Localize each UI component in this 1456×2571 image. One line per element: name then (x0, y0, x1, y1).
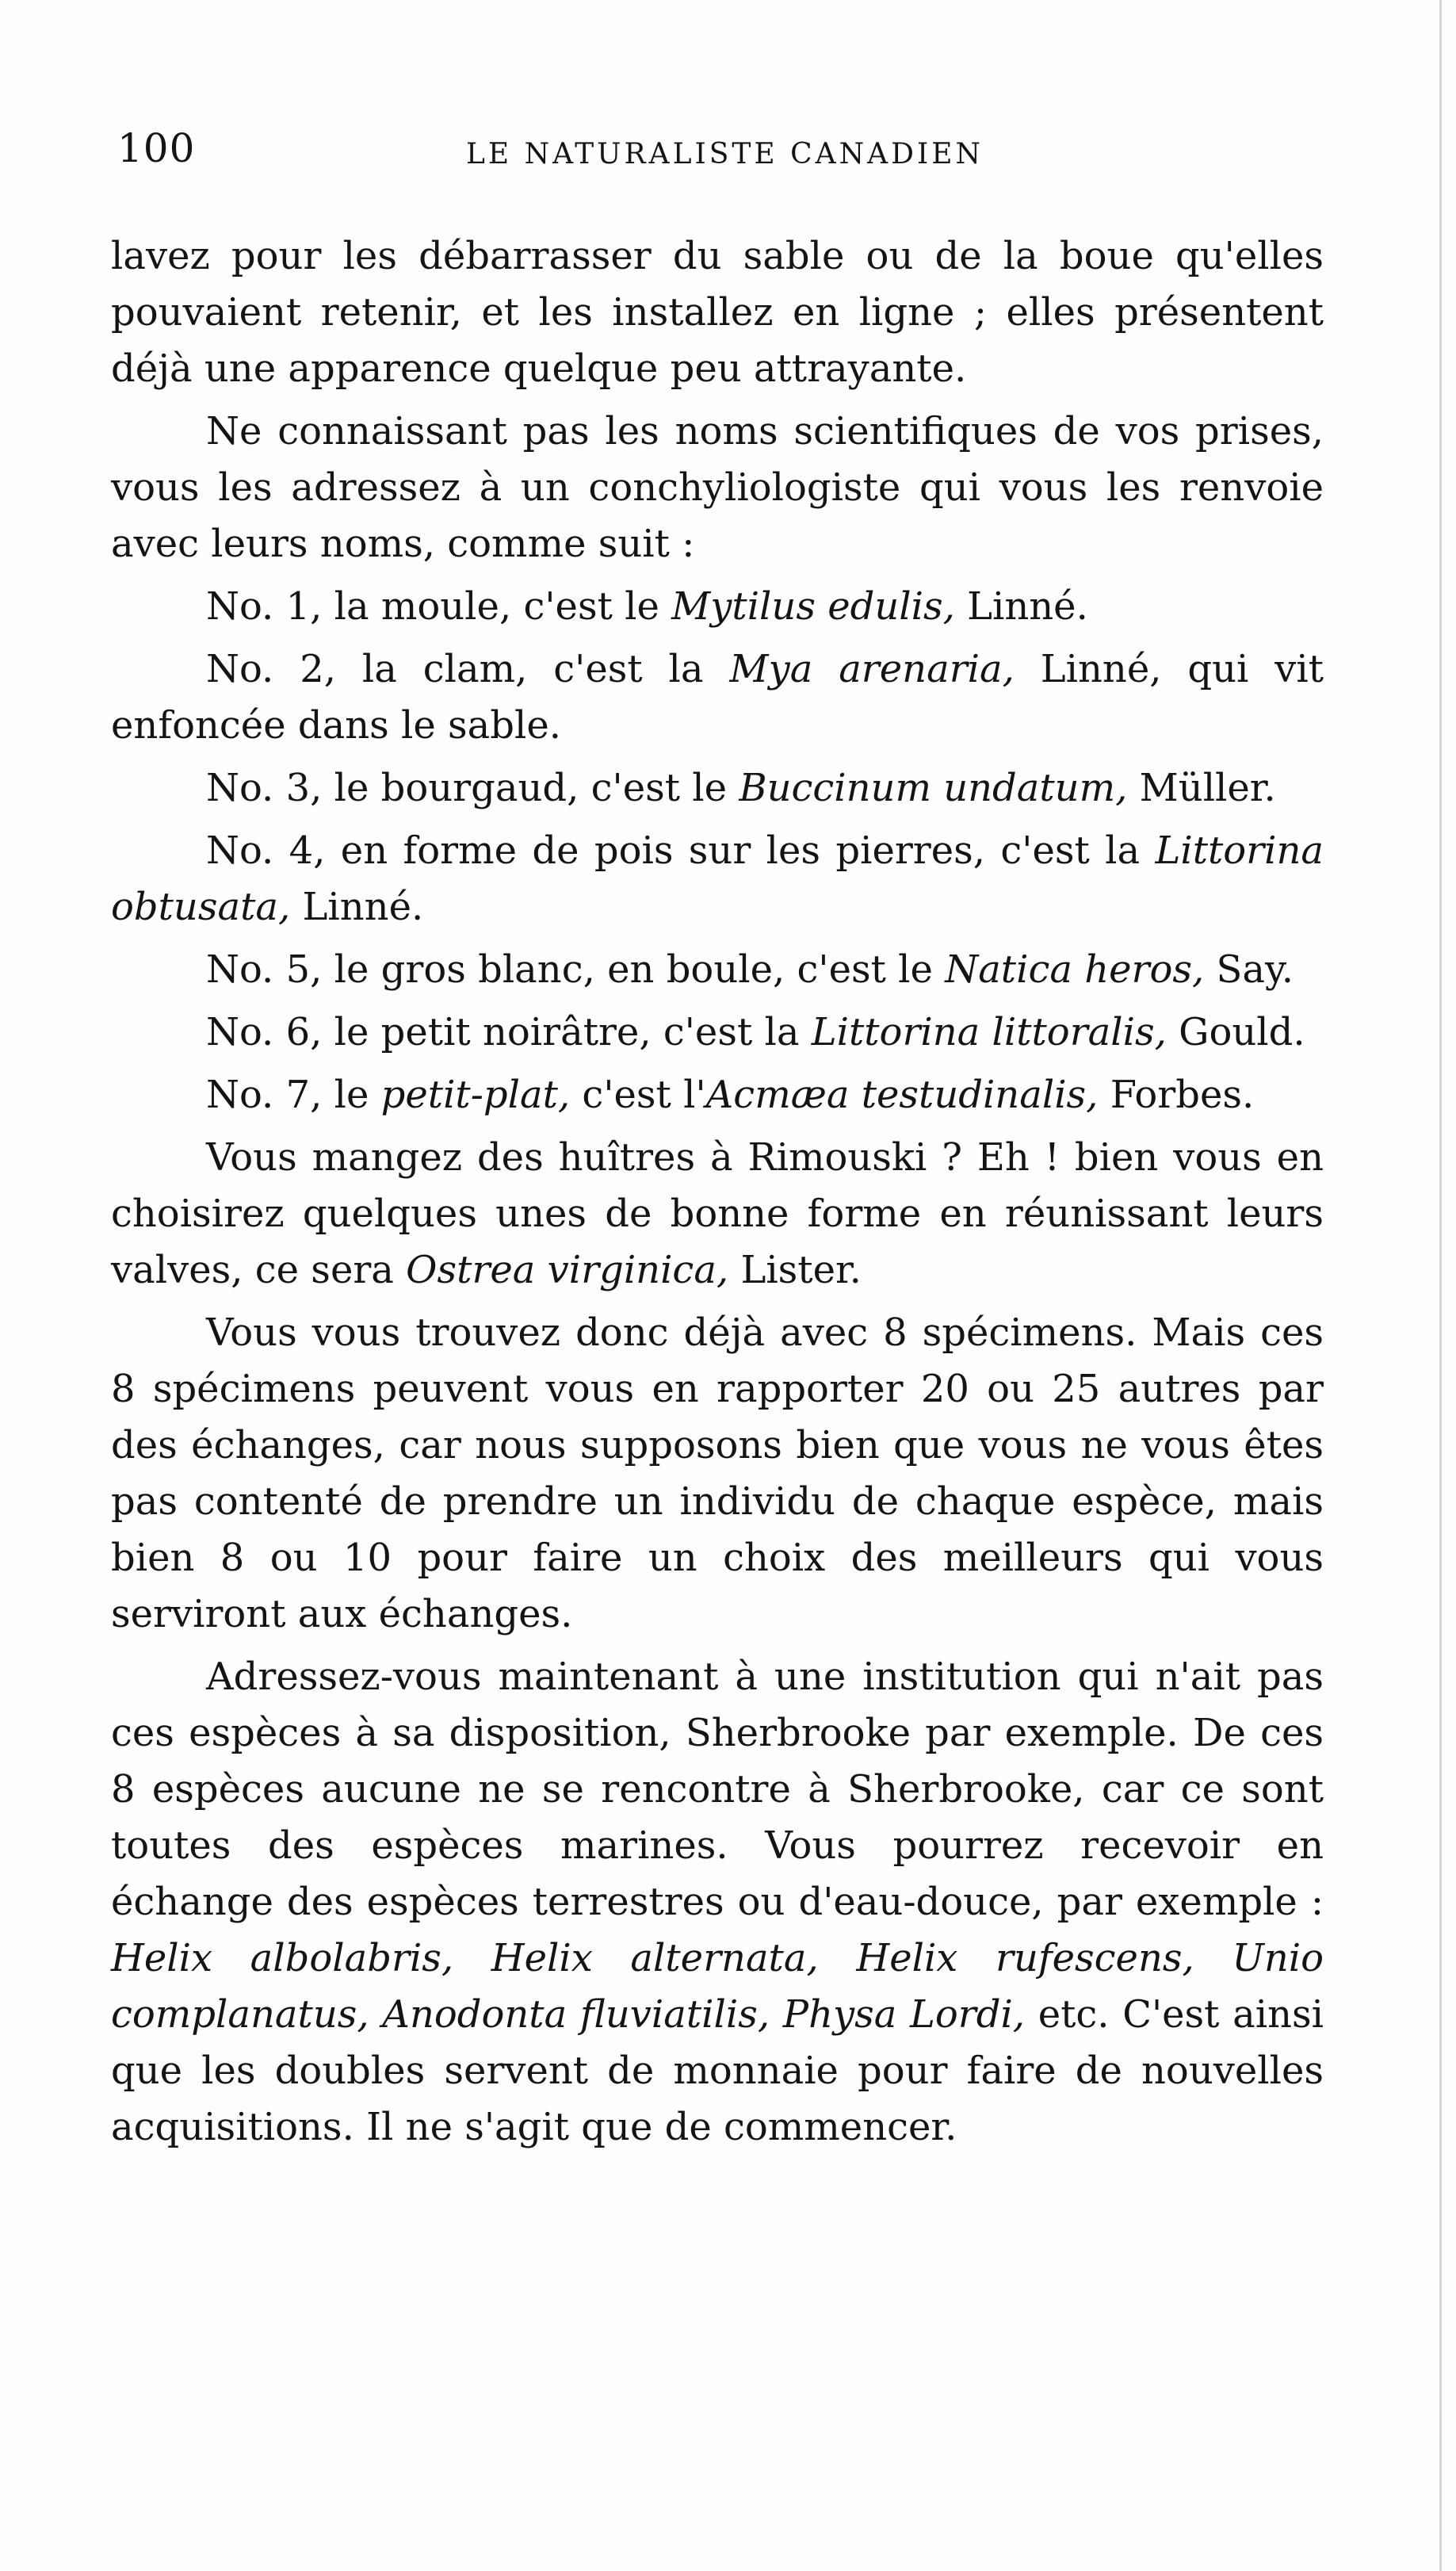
species-entry-1 (111, 579, 1324, 635)
text-run: Linné. (290, 885, 424, 929)
text-run: No. 5, le gros blanc, en boule, c'est le (206, 947, 946, 992)
text-run: Adressez-vous maintenant à une institution qui n'ait pas ces espèces à sa disposition, Sherbrooke par exemple. De ces 8 espèces aucune ne se rencontre à Sherbrooke, car ce sont toutes des espèces marines. Vous pourrez recevoir en échange des espèces terrestres ou d'eau-douce, par exemple : (111, 1655, 1324, 1924)
page-number: 100 (117, 125, 196, 171)
species-name: Acmæa testudinalis, (705, 1073, 1099, 1117)
text-run: No. 7, le (206, 1073, 381, 1117)
text-run: Müller. (1127, 766, 1276, 810)
species-entry-3 (111, 760, 1324, 817)
text-run: No. 2, la clam, c'est la (206, 647, 730, 691)
text-run: Gould. (1166, 1010, 1305, 1054)
species-name: Buccinum undatum, (739, 766, 1128, 810)
body-text (111, 228, 1324, 2162)
text-run: c'est l' (570, 1073, 706, 1117)
paragraph-specimens (111, 1305, 1324, 1643)
text-run: No. 6, le petit noirâtre, c'est la (206, 1010, 812, 1054)
text-run: Ne connaissant pas les noms scientifiques de vos prises, vous les adressez à un conchyliologiste qui vous les renvoie avec leurs noms, comme suit : (111, 409, 1324, 566)
page-edge-line (1439, 0, 1442, 2571)
species-name: Littorina littoralis, (811, 1010, 1167, 1054)
paragraph-oysters (111, 1130, 1324, 1299)
text-run: Linné, qui vit enfoncée dans le sable. (111, 647, 1324, 748)
species-name: Ostrea virginica, (406, 1248, 729, 1292)
common-name: petit-plat, (380, 1073, 571, 1117)
text-run: etc. C'est ainsi que les doubles servent de monnaie pour faire de nouvelles acquisitions. Il ne s'agit que de commencer. (111, 1992, 1324, 2149)
text-run: lavez pour les débarrasser du sable ou de la boue qu'elles pouvaient retenir, et les installez en ligne ; elles présentent déjà une apparence quelque peu attrayante. (111, 234, 1324, 391)
text-run: Linné. (954, 584, 1088, 629)
journal-title: LE NATURALISTE CANADIEN (466, 138, 984, 170)
text-run: No. 1, la moule, c'est le (206, 584, 672, 629)
text-run: Vous vous trouvez donc déjà avec 8 spécimens. Mais ces 8 spécimens peuvent vous en rapporter 20 ou 25 autres par des échanges, car nous supposons bien que vous ne vous êtes pas contenté de prendre un individu de chaque espèce, mais bien 8 ou 10 pour faire un choix des meilleurs qui vous serviront aux échanges. (111, 1310, 1324, 1636)
running-header (117, 125, 1330, 189)
species-name: Mytilus edulis, (671, 584, 955, 629)
species-entry-5 (111, 942, 1324, 998)
species-name: Littorina obtusata, (111, 828, 1324, 929)
text-run: Lister. (728, 1248, 862, 1292)
species-entry-4 (111, 823, 1324, 935)
species-entry-6 (111, 1004, 1324, 1061)
species-name: Mya arenaria, (729, 647, 1015, 691)
text-run: No. 4, en forme de pois sur les pierres, c'est la (206, 828, 1156, 873)
species-list: Helix albolabris, Helix alternata, Helix rufescens, Unio complanatus, Anodonta fluviatilis, Physa Lordi, (111, 1936, 1324, 2037)
species-entry-7 (111, 1067, 1324, 1123)
paragraph-exchange (111, 1649, 1324, 2156)
text-run: Vous mangez des huîtres à Rimouski ? Eh ! bien vous en choisirez quelques unes de bonne forme en réunissant leurs valves, ce sera (111, 1135, 1324, 1292)
paragraph-1 (111, 228, 1324, 397)
species-name: Natica heros, (945, 947, 1205, 992)
text-run: Forbes. (1098, 1073, 1255, 1117)
text-run: No. 3, le bourgaud, c'est le (206, 766, 739, 810)
species-entry-2 (111, 641, 1324, 754)
text-run: Say. (1204, 947, 1294, 992)
paragraph-2 (111, 404, 1324, 572)
